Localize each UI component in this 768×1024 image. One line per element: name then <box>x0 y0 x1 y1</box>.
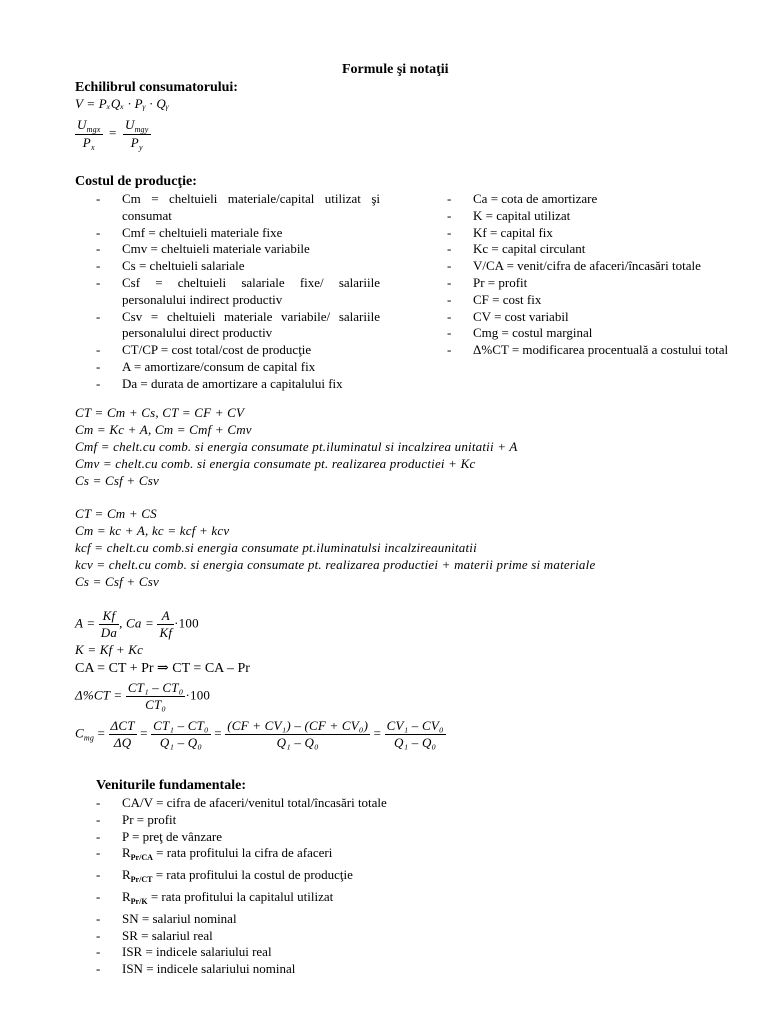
formula-cmf: Cmf = chelt.cu comb. si energia consumate pt.iluminatul si incalzirea unitatii + A <box>75 439 518 454</box>
formula-cs-csf-csv: Cs = Csf + Csv <box>75 473 159 488</box>
production-notation-left-text: Da = durata de amortizare a capitalului fix <box>122 375 343 391</box>
consumer-equilibrium-heading: Echilibrul consumatorului: <box>75 80 238 95</box>
revenue-notation-item <box>96 812 516 829</box>
formula-cm-kc-a: Cm = Kc + A, Cm = Cmf + Cmv <box>75 422 252 437</box>
list-dash: - <box>96 961 101 977</box>
list-dash: - <box>96 828 101 844</box>
list-dash: - <box>96 308 101 324</box>
production-notation-left-list <box>96 191 380 393</box>
revenue-notation-text: SR = salariul real <box>122 927 213 943</box>
revenue-notation-text: ISN = indicele salariului nominal <box>122 961 296 977</box>
revenue-notation-description: = rata profitului la capitalul utilizat <box>147 888 334 904</box>
revenue-notation-item <box>96 911 516 928</box>
revenue-notation-subscript: Pr/CT <box>130 875 153 885</box>
production-notation-right-item <box>447 342 733 359</box>
production-notation-right-text: K = capital utilizat <box>473 207 571 223</box>
formula-kcf: kcf = chelt.cu comb.si energia consumate pt.iluminatulsi incalzireaunitatii <box>75 540 477 555</box>
production-notation-right-text: Ca = cota de amortizare <box>473 191 598 206</box>
formula-marginal-cost: $C_{mg}$ = $\frac{\text{ΔCT}}{\Delta Q}$ = $\frac{\text{CT₁ – CT₀}}{\text{Q₁ – Q₀}}$ = $\frac{\text{(CF + CV₁) – (CF + CV₀)}}{\text{Q₁ – Q₀}}$ = $\frac{\text{CV₁ – CV₀}}{\text{Q₁ – Q₀}}$ <box>75 718 444 750</box>
production-notation-right-text: CF = cost fix <box>473 291 542 307</box>
list-dash: - <box>96 795 101 810</box>
production-notation-left-item <box>96 309 380 343</box>
utility-ratio-equation: $\frac{U_{mgx}}{P_x}$ = $\frac{U_{mgy}}{P_y}$ <box>77 117 149 152</box>
revenue-notation-item <box>96 795 516 812</box>
revenue-notation-text: SN = salariul nominal <box>122 910 237 926</box>
formula-ct-cm-cs: CT = Cm + Cs, CT = CF + CV <box>75 405 245 420</box>
production-notation-left-text: Cm = cheltuieli materiale/capital utilizat şi consumat <box>122 191 380 223</box>
production-notation-left-item <box>96 241 380 258</box>
production-notation-right-item <box>447 191 733 208</box>
list-dash: - <box>447 274 452 290</box>
revenue-notation-text: R <box>122 867 131 883</box>
list-dash: - <box>96 191 101 206</box>
production-notation-right-item <box>447 258 733 275</box>
production-notation-right-item <box>447 225 733 242</box>
list-dash: - <box>96 845 101 861</box>
revenue-notation-description: = rata profitului la cifra de afaceri <box>152 845 333 861</box>
production-notation-right-text: Kc = capital circulant <box>473 241 586 257</box>
list-dash: - <box>96 375 101 391</box>
production-notation-right-item <box>447 325 733 342</box>
formula-cm-kc-a-2: Cm = kc + A, kc = kcf + kcv <box>75 523 230 538</box>
formula-ca-ct-pr: CA = CT + Pr ⇒ CT = CA – Pr <box>75 661 250 676</box>
list-dash: - <box>96 241 101 257</box>
list-dash: - <box>96 910 101 926</box>
revenue-notation-item <box>96 829 516 846</box>
revenue-notation-item <box>96 889 516 911</box>
revenue-notation-item <box>96 928 516 945</box>
revenue-notation-description: = rata profitului la costul de producţie <box>152 867 353 883</box>
production-notation-left-item <box>96 191 380 225</box>
production-notation-left-item <box>96 342 380 359</box>
list-dash: - <box>96 888 101 904</box>
formula-kcv: kcv = chelt.cu comb. si energia consumate pt. realizarea productiei + materii prime si materiale <box>75 557 596 572</box>
production-notation-left-item <box>96 359 380 376</box>
production-notation-left-item <box>96 275 380 309</box>
formula-cs-csf-csv-2: Cs = Csf + Csv <box>75 574 159 589</box>
list-dash: - <box>96 944 101 960</box>
list-dash: - <box>447 207 452 223</box>
production-notation-left-text: A = amortizare/consum de capital fix <box>122 358 316 374</box>
production-notation-right-text: Cmg = costul marginal <box>473 325 593 341</box>
production-notation-left-text: CT/CP = cost total/cost de producţie <box>122 342 312 358</box>
revenue-notation-text: R <box>122 888 131 904</box>
list-dash: - <box>96 274 101 290</box>
revenue-notation-text: Pr = profit <box>122 811 177 827</box>
budget-equation: V = PₓQₓ · Pᵧ · Qᵧ <box>75 96 170 111</box>
fraction-umgy-py: $\frac{U_{mgy}}{P_y}$ <box>124 117 149 152</box>
production-notation-left-text: Cmv = cheltuieli materiale variabile <box>122 241 310 257</box>
list-dash: - <box>447 291 452 307</box>
list-dash: - <box>96 927 101 943</box>
production-notation-left-text: Cs = cheltuieli salariale <box>122 258 245 274</box>
production-notation-right-item <box>447 241 733 258</box>
list-dash: - <box>96 342 101 358</box>
production-notation-left-item <box>96 376 380 393</box>
production-notation-right-item <box>447 208 733 225</box>
list-dash: - <box>96 867 101 883</box>
list-dash: - <box>447 191 452 206</box>
revenue-notation-subscript: Pr/CA <box>130 853 153 863</box>
revenue-notation-subscript: Pr/K <box>130 896 148 906</box>
production-notation-left-item <box>96 225 380 242</box>
production-cost-heading: Costul de producţie: <box>75 174 197 189</box>
production-notation-right-text: Δ%CT = modificarea procentuală a costului total <box>473 342 729 358</box>
revenue-notation-item <box>96 961 516 978</box>
formula-k: K = Kf + Kc <box>75 642 144 657</box>
revenues-heading: Veniturile fundamentale: <box>96 778 246 793</box>
production-notation-right-text: V/CA = venit/cifra de afaceri/încasări totale <box>473 258 701 274</box>
formula-delta-ct: Δ%CT = $\frac{\text{CT₁ – CT₀}}{\text{CT₀}}$ ·100 <box>75 680 211 712</box>
production-notation-right-text: Pr = profit <box>473 274 528 290</box>
production-notation-left-text: Cmf = cheltuieli materiale fixe <box>122 224 283 240</box>
production-notation-right-item <box>447 275 733 292</box>
formula-ct-cm-cs-2: CT = Cm + CS <box>75 506 157 521</box>
list-dash: - <box>447 241 452 257</box>
list-dash: - <box>447 342 452 358</box>
production-notation-left-item <box>96 258 380 275</box>
revenues-notation-list <box>96 795 516 978</box>
production-notation-right-text: Kf = capital fix <box>473 224 553 240</box>
list-dash: - <box>447 224 452 240</box>
production-notation-right-item <box>447 292 733 309</box>
revenue-notation-text: CA/V = cifra de afaceri/venitul total/încasări totale <box>122 795 387 810</box>
revenue-notation-item <box>96 867 516 889</box>
formula-amortization: A = $\frac{Kf}{Da}$ , Ca = $\frac{A}{Kf}$ ·100 <box>75 608 199 640</box>
list-dash: - <box>447 325 452 341</box>
list-dash: - <box>447 308 452 324</box>
list-dash: - <box>96 224 101 240</box>
list-dash: - <box>96 258 101 274</box>
production-notation-right-item <box>447 309 733 326</box>
list-dash: - <box>96 811 101 827</box>
list-dash: - <box>96 358 101 374</box>
list-dash: - <box>447 258 452 274</box>
revenue-notation-item <box>96 944 516 961</box>
page-title: Formule şi notaţii <box>342 62 449 77</box>
production-notation-right-list <box>447 191 733 359</box>
fraction-umgx-px: $\frac{U_{mgx}}{P_x}$ <box>77 117 101 152</box>
revenue-notation-text: P = preţ de vânzare <box>122 828 222 844</box>
revenue-notation-text: R <box>122 845 131 861</box>
revenue-notation-item <box>96 845 516 867</box>
formula-cmv: Cmv = chelt.cu comb. si energia consumate pt. realizarea productiei + Kc <box>75 456 476 471</box>
production-notation-left-text: Csv = cheltuieli materiale variabile/ salariile personalului direct productiv <box>122 308 380 341</box>
production-notation-right-text: CV = cost variabil <box>473 308 569 324</box>
revenue-notation-text: ISR = indicele salariului real <box>122 944 272 960</box>
production-notation-left-text: Csf = cheltuieli salariale fixe/ salariile personalului indirect productiv <box>122 274 380 307</box>
